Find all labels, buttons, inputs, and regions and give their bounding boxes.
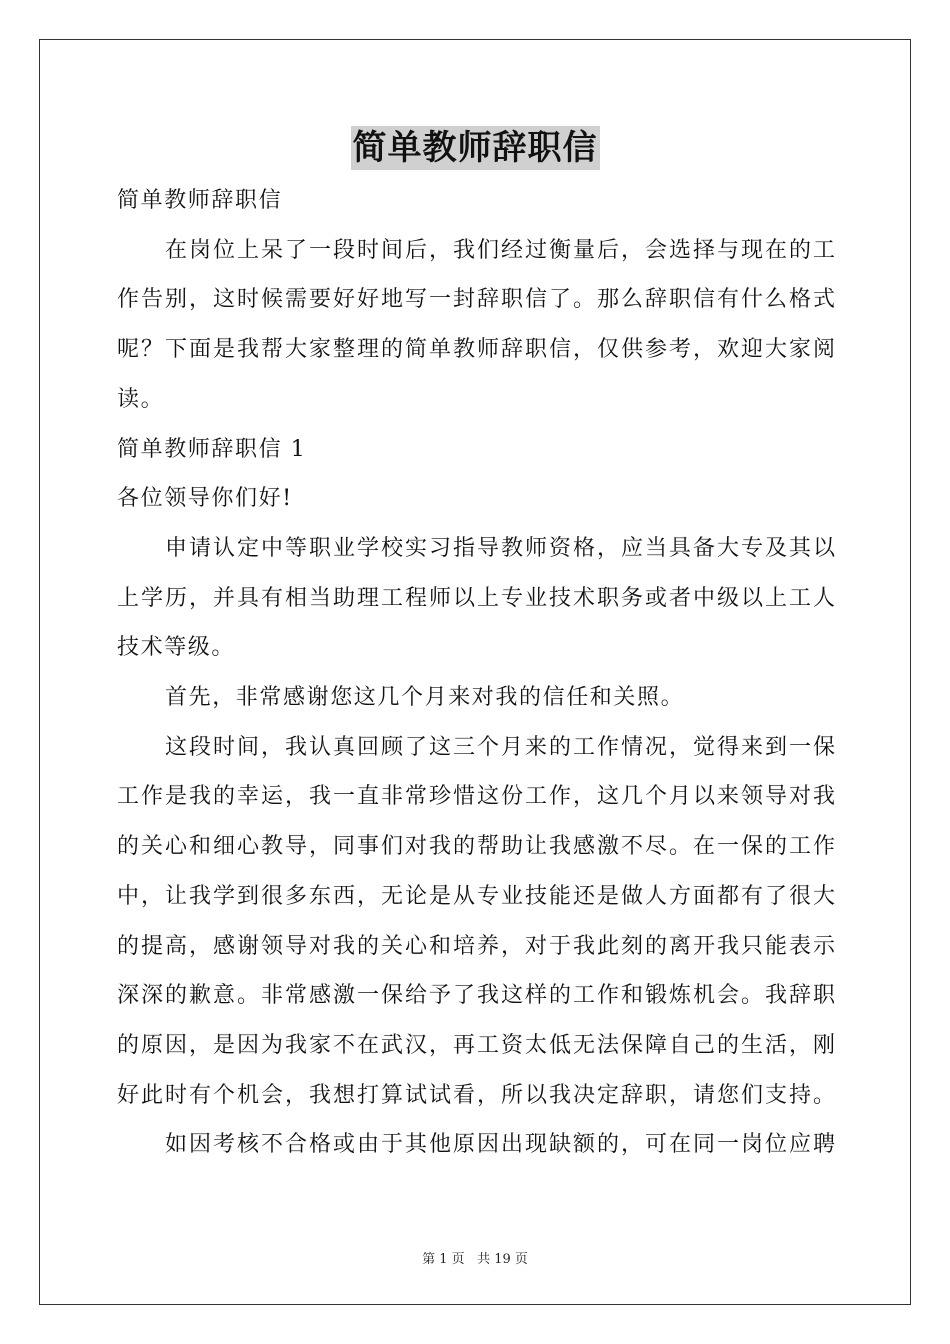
text-line: 简单教师辞职信 1 xyxy=(117,436,307,462)
page-total: 共 19 页 xyxy=(477,1252,528,1267)
text-line: 这段时间，我认真回顾了这三个月来的工作情况，觉得来到一保 xyxy=(165,734,835,760)
text-line: 的关心和细心教导，同事们对我的帮助让我感激不尽。在一保的工作 xyxy=(117,834,835,860)
text-line: 深深的歉意。非常感激一保给予了我这样的工作和锻炼机会。我辞职 xyxy=(117,983,835,1009)
text-line: 的提高，感谢领导对我的关心和培养，对于我此刻的离开我只能表示 xyxy=(117,933,835,959)
text-line: 呢？下面是我帮大家整理的简单教师辞职信，仅供参考，欢迎大家阅 xyxy=(117,337,835,363)
text-line: 的原因，是因为我家不在武汉，再工资太低无法保障自己的生活，刚 xyxy=(117,1032,835,1058)
text-line: 申请认定中等职业学校实习指导教师资格，应当具备大专及其以 xyxy=(165,535,835,561)
text-line: 好此时有个机会，我想打算试试看，所以我决定辞职，请您们支持。 xyxy=(117,1082,835,1108)
text-line: 各位领导你们好! xyxy=(117,486,293,512)
page-number: 第 1 页 xyxy=(422,1252,465,1267)
text-line: 上学历，并具有相当助理工程师以上专业技术职务或者中级以上工人 xyxy=(117,585,835,611)
text-line: 简单教师辞职信 xyxy=(117,188,283,213)
text-line: 首先，非常感谢您这几个月来对我的信任和关照。 xyxy=(165,685,685,711)
document-body xyxy=(117,176,835,1170)
text-line: 读。 xyxy=(117,386,165,412)
text-line: 作告别，这时候需要好好地写一封辞职信了。那么辞职信有什么格式 xyxy=(117,287,835,313)
title-area xyxy=(0,126,950,170)
text-line: 中，让我学到很多东西，无论是从专业技能还是做人方面都有了很大 xyxy=(117,883,835,909)
text-line: 工作是我的幸运，我一直非常珍惜这份工作，这几个月以来领导对我 xyxy=(117,784,835,810)
document-title: 简单教师辞职信 xyxy=(352,128,598,168)
text-line: 技术等级。 xyxy=(117,635,236,661)
page-footer xyxy=(0,1248,950,1267)
text-line: 如因考核不合格或由于其他原因出现缺额的，可在同一岗位应聘 xyxy=(165,1132,835,1158)
text-line: 在岗位上呆了一段时间后，我们经过衡量后，会选择与现在的工 xyxy=(165,237,835,263)
